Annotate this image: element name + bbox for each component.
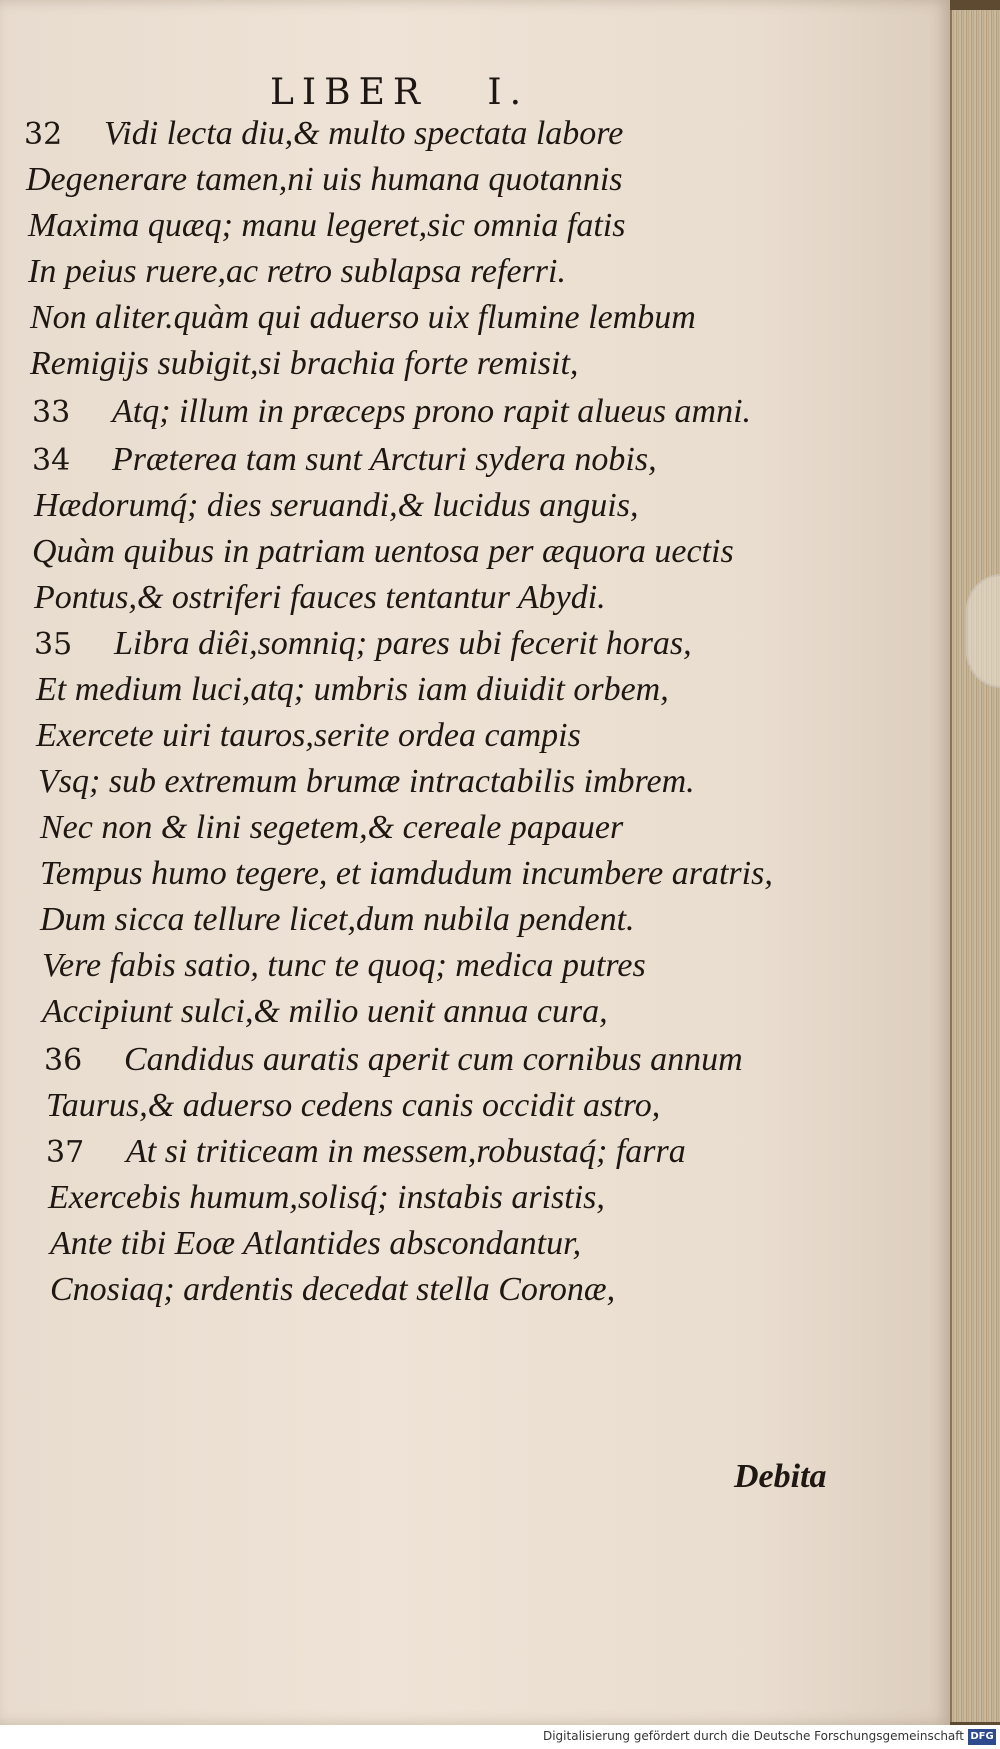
footer-credit: Digitalisierung gefördert durch die Deutsche Forschungsgemeinschaft <box>542 1729 964 1743</box>
verse-line <box>26 158 623 202</box>
verse-line <box>24 112 623 156</box>
verse-text: Candidus auratis aperit cum cornibus annum <box>124 1041 743 1078</box>
verse-line <box>38 760 695 804</box>
verse-text: Taurus,& aduerso cedens canis occidit astro, <box>46 1087 661 1124</box>
verse-line <box>40 806 623 850</box>
verse-text: Pontus,& ostriferi fauces tentantur Abydi. <box>34 579 606 616</box>
verse-text: Atq; illum in præceps prono rapit alueus amni. <box>112 393 752 430</box>
verse-text: Remigijs subigit,si brachia forte remisit, <box>30 345 579 382</box>
line-number: 34 <box>32 443 71 478</box>
verse-line <box>50 1268 615 1312</box>
dfg-logo-icon: DFG <box>968 1729 996 1745</box>
verse-line <box>30 342 578 386</box>
clasp-tab <box>966 574 1000 688</box>
verse-line <box>34 576 606 620</box>
verse-text: Exercete uiri tauros,serite ordea campis <box>36 717 581 754</box>
verse-text: Cnosiaq; ardentis decedat stella Coronæ, <box>50 1271 616 1308</box>
verse-text: Libra diêi,somniq; pares ubi fecerit horas, <box>114 625 692 662</box>
verse-text: Non aliter.quàm qui aduerso uix flumine lembum <box>30 299 696 336</box>
verse-text: Vidi lecta diu,& multo spectata labore <box>104 115 624 152</box>
verse-text: In peius ruere,ac retro sublapsa referri. <box>28 253 566 290</box>
verse-text: Exercebis humum,solisq́; instabis aristis, <box>48 1179 605 1216</box>
verse-text: Et medium luci,atq; umbris iam diuidit orbem, <box>36 671 669 708</box>
verse-text: Vere fabis satio, tunc te quoq; medica putres <box>42 947 646 984</box>
verse-text: Tempus humo tegere, et iamdudum incumbere aratris, <box>40 855 773 892</box>
footer-bar <box>0 1725 1000 1749</box>
line-number: 32 <box>24 117 63 152</box>
line-number: 37 <box>46 1135 85 1170</box>
line-number: 36 <box>44 1043 83 1078</box>
line-number: 35 <box>34 627 73 662</box>
verse-text: Vsq; sub extremum brumæ intractabilis imbrem. <box>38 763 695 800</box>
verse-line <box>46 1130 686 1174</box>
verse-text: Hædorumq́; dies seruandi,& lucidus anguis, <box>34 487 639 524</box>
catchword: Debita <box>734 1458 827 1495</box>
verse-text: Nec non & lini segetem,& cereale papauer <box>40 809 624 846</box>
verse-line <box>34 484 638 528</box>
verse-line <box>50 1222 581 1266</box>
verse-text: At si triticeam in messem,robustaq́; farra <box>126 1133 686 1170</box>
verse-line <box>42 944 646 988</box>
verse-line <box>44 1038 743 1082</box>
verse-line <box>30 296 696 340</box>
verse-line <box>36 714 581 758</box>
verse-line <box>40 852 773 896</box>
running-head-title: LIBER <box>270 72 428 113</box>
verse-line <box>28 250 566 294</box>
verse-text: Præterea tam sunt Arcturi sydera nobis, <box>112 441 657 478</box>
verse-text: Ante tibi Eoæ Atlantides abscondantur, <box>50 1225 582 1262</box>
verse-line <box>32 438 657 482</box>
book-fore-edge <box>950 10 1000 1722</box>
verse-text: Degenerare tamen,ni uis humana quotannis <box>26 161 623 198</box>
verse-line <box>34 622 692 666</box>
line-number: 33 <box>32 395 71 430</box>
verse-text: Dum sicca tellure licet,dum nubila pendent. <box>40 901 635 938</box>
verse-line <box>28 204 625 248</box>
running-head-folio: I. <box>487 72 530 113</box>
verse-line <box>42 990 608 1034</box>
verse-line <box>32 390 751 434</box>
verse-line <box>40 898 635 942</box>
verse-line <box>32 530 734 574</box>
verse-line <box>48 1176 605 1220</box>
verse-text: Accipiunt sulci,& milio uenit annua cura, <box>42 993 608 1030</box>
verse-line <box>36 668 669 712</box>
verse-text: Quàm quibus in patriam uentosa per æquora uectis <box>32 533 734 570</box>
verse-line <box>46 1084 660 1128</box>
verse-text: Maxima quæq; manu legeret,sic omnia fatis <box>28 207 626 244</box>
